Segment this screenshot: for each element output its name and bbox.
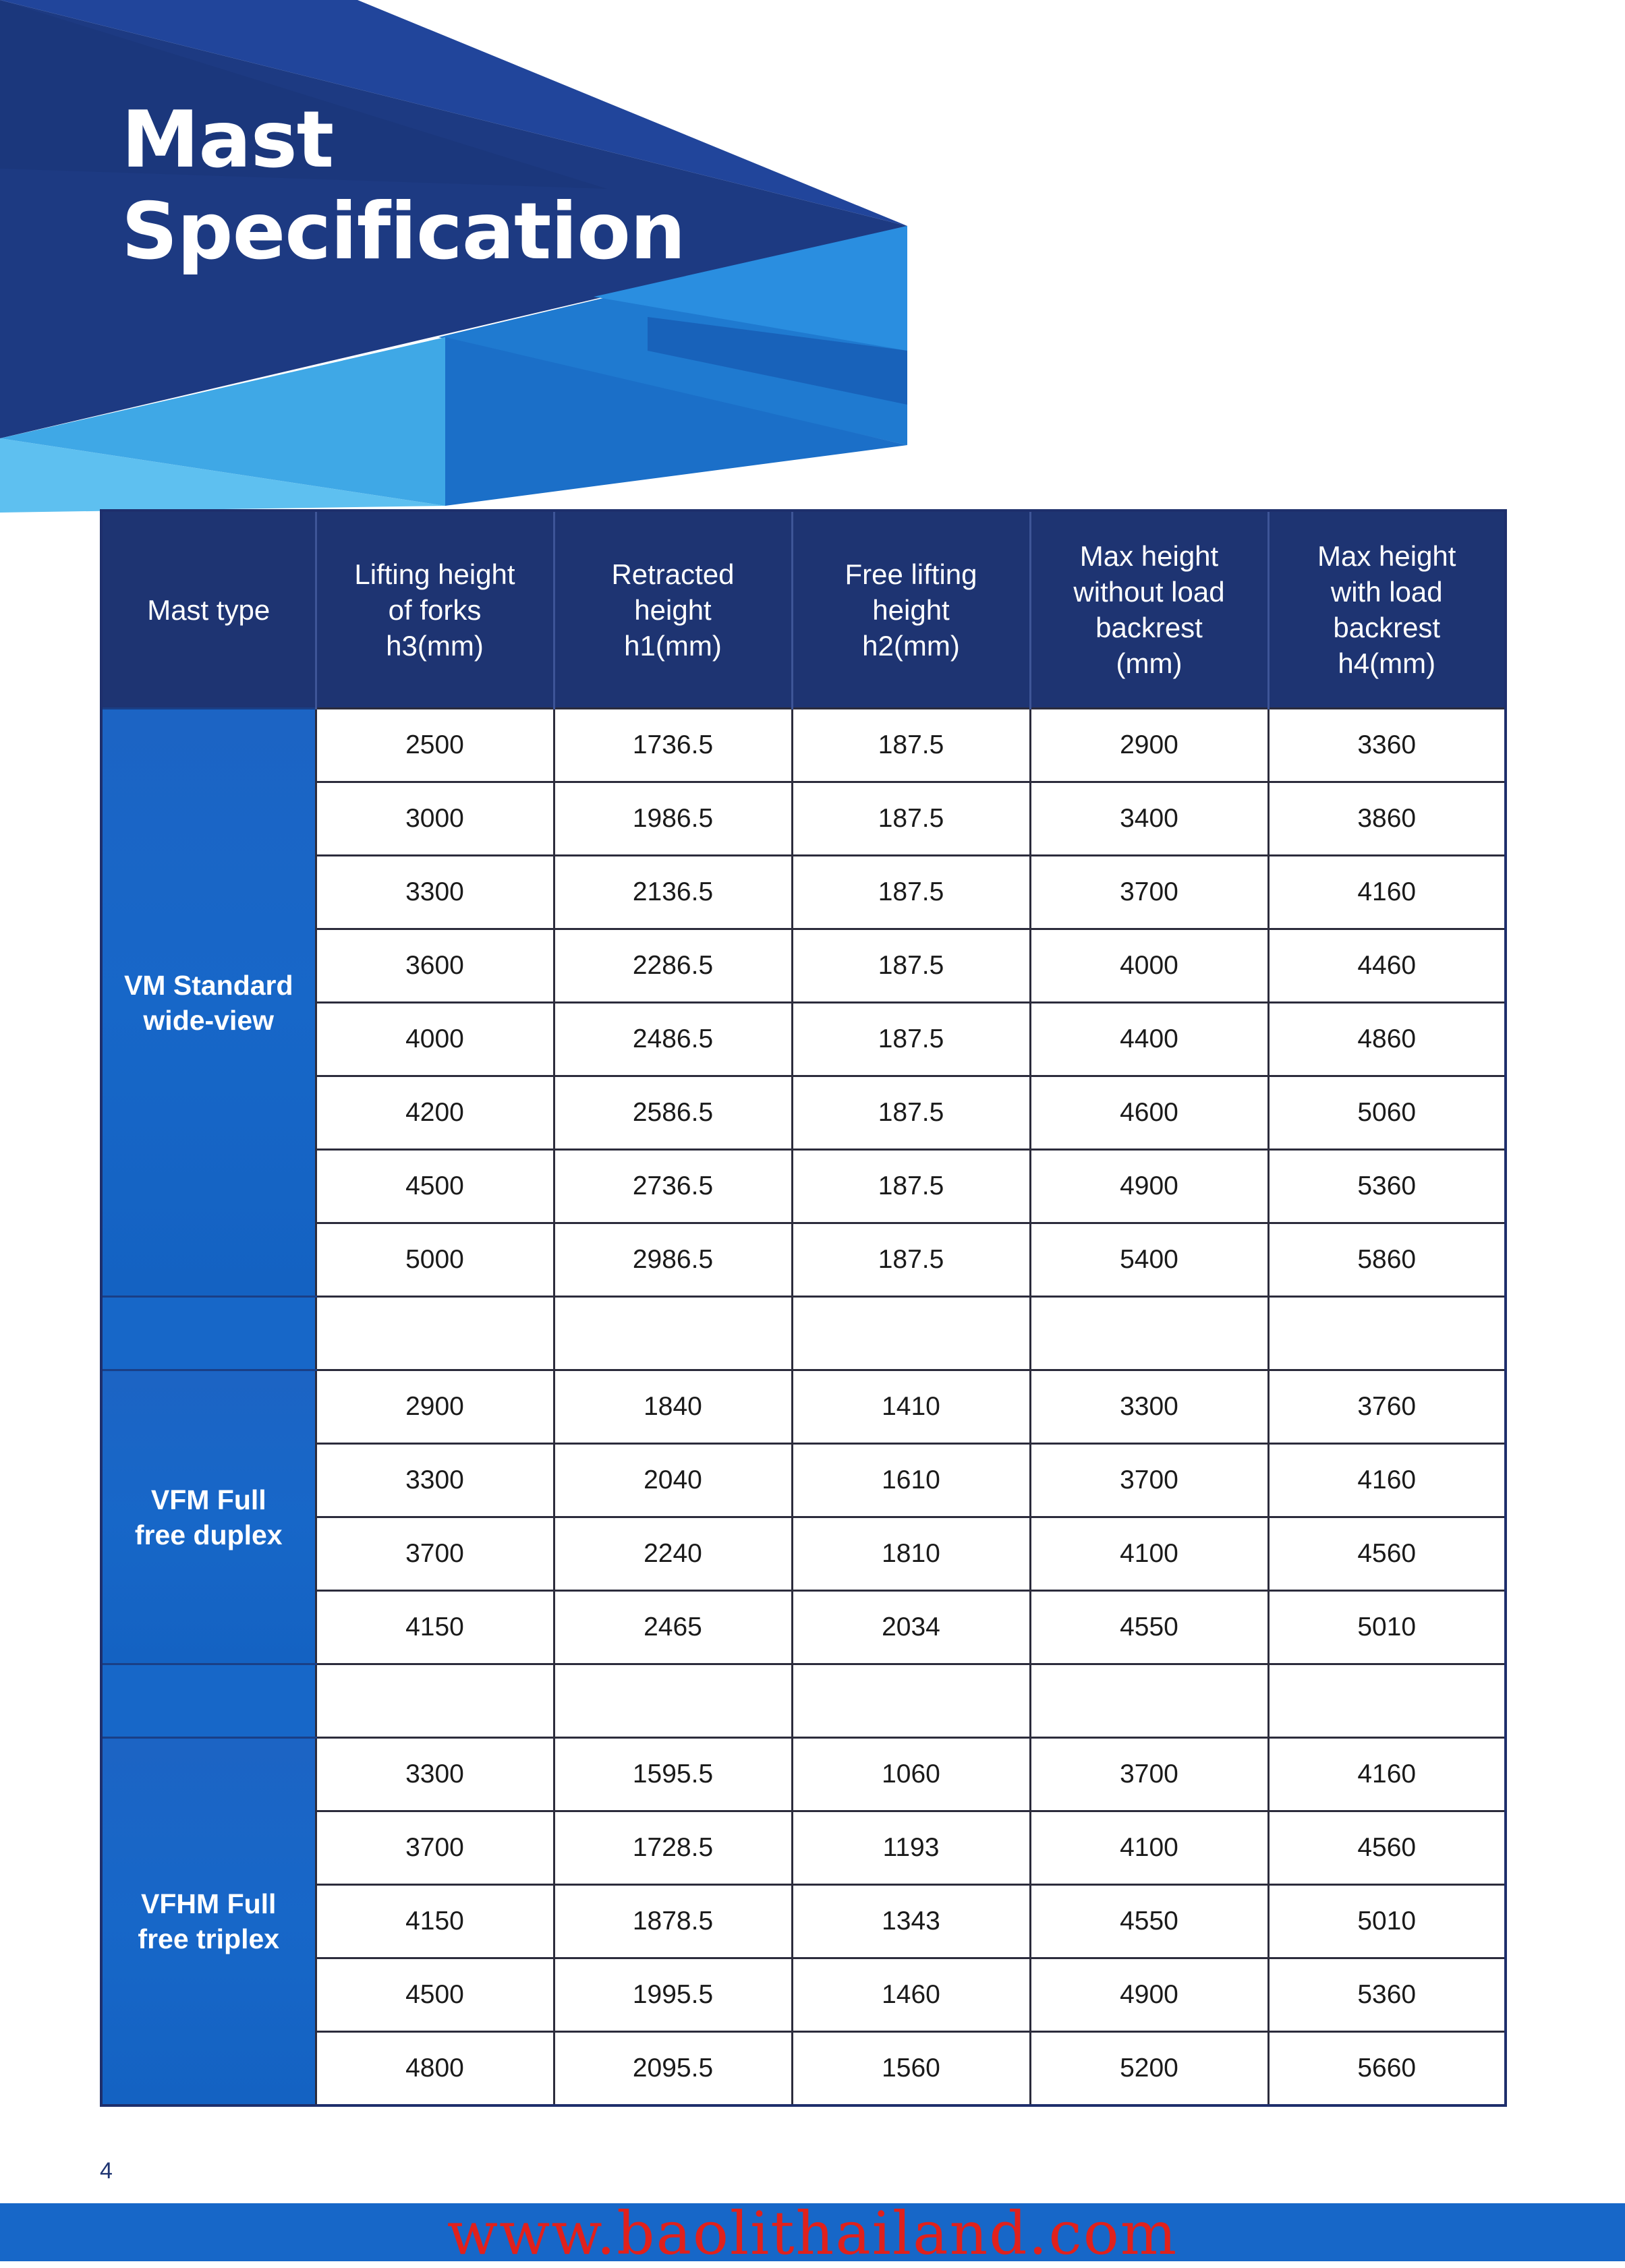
table-cell: 3700 <box>316 1811 554 1885</box>
mast-type-label: VM Standard <box>123 969 293 1001</box>
table-cell: 4400 <box>1030 1003 1268 1076</box>
table-cell: 2586.5 <box>554 1076 792 1150</box>
table-cell: 2736.5 <box>554 1150 792 1223</box>
table-cell: 4500 <box>316 1150 554 1223</box>
table-cell: 3300 <box>316 1738 554 1811</box>
table-cell: 5360 <box>1268 1150 1506 1223</box>
spacer-row <box>101 1664 1506 1738</box>
spacer-cell <box>554 1297 792 1370</box>
table-cell: 3300 <box>1030 1370 1268 1444</box>
table-cell: 4900 <box>1030 1150 1268 1223</box>
table-cell: 3300 <box>316 1444 554 1517</box>
table-cell: 4860 <box>1268 1003 1506 1076</box>
table-cell: 187.5 <box>792 856 1030 929</box>
table-cell: 187.5 <box>792 1150 1030 1223</box>
table-cell: 4200 <box>316 1076 554 1150</box>
table-row <box>101 1370 1506 1444</box>
table-cell: 3700 <box>1030 1738 1268 1811</box>
table-cell: 4100 <box>1030 1517 1268 1591</box>
spacer-cell <box>792 1664 1030 1738</box>
table-cell: 2095.5 <box>554 2032 792 2106</box>
table-cell: 4550 <box>1030 1591 1268 1664</box>
table-cell: 2465 <box>554 1591 792 1664</box>
column-header-lifting-height: Lifting height of forks h3(mm) <box>316 511 554 709</box>
title-line-1: Mast <box>121 94 334 185</box>
table-cell: 187.5 <box>792 782 1030 856</box>
table-cell: 2136.5 <box>554 856 792 929</box>
table-cell: 1810 <box>792 1517 1030 1591</box>
table-cell: 1878.5 <box>554 1885 792 1958</box>
table-cell: 4000 <box>316 1003 554 1076</box>
table-cell: 2900 <box>1030 709 1268 782</box>
table-header-row <box>101 511 1506 709</box>
table-cell: 5360 <box>1268 1958 1506 2032</box>
table-cell: 4160 <box>1268 856 1506 929</box>
spacer-cell <box>1030 1664 1268 1738</box>
mast-type-cell <box>101 1370 316 1664</box>
table-cell: 5000 <box>316 1223 554 1297</box>
table-cell: 5400 <box>1030 1223 1268 1297</box>
table-cell: 4500 <box>316 1958 554 2032</box>
table-body <box>101 709 1506 2106</box>
spacer-cell <box>1268 1297 1506 1370</box>
table-cell: 4560 <box>1268 1811 1506 1885</box>
table-cell: 2900 <box>316 1370 554 1444</box>
table-cell: 2286.5 <box>554 929 792 1003</box>
spacer-cell <box>1030 1297 1268 1370</box>
table-cell: 1193 <box>792 1811 1030 1885</box>
page-title <box>121 94 685 278</box>
table-cell: 1986.5 <box>554 782 792 856</box>
table-cell: 4160 <box>1268 1738 1506 1811</box>
table-cell: 3400 <box>1030 782 1268 856</box>
table-cell: 187.5 <box>792 709 1030 782</box>
table-cell: 4000 <box>1030 929 1268 1003</box>
spacer-group-cell <box>101 1297 316 1370</box>
website-url: www.baolithailand.com <box>447 2199 1178 2268</box>
column-header-max-height-with-backrest: Max height with load backrest h4(mm) <box>1268 511 1506 709</box>
spacer-cell <box>316 1664 554 1738</box>
mast-type-label: VFM Full <box>150 1484 266 1515</box>
table-cell: 5860 <box>1268 1223 1506 1297</box>
table-cell: 1736.5 <box>554 709 792 782</box>
table-cell: 1343 <box>792 1885 1030 1958</box>
table-row <box>101 1738 1506 1811</box>
table-cell: 4800 <box>316 2032 554 2106</box>
table-cell: 3700 <box>1030 856 1268 929</box>
table-row <box>101 709 1506 782</box>
table-cell: 4150 <box>316 1591 554 1664</box>
table-cell: 2486.5 <box>554 1003 792 1076</box>
table-cell: 187.5 <box>792 929 1030 1003</box>
table-cell: 5010 <box>1268 1591 1506 1664</box>
table-cell: 1060 <box>792 1738 1030 1811</box>
table-cell: 1595.5 <box>554 1738 792 1811</box>
table-cell: 4160 <box>1268 1444 1506 1517</box>
table-cell: 4100 <box>1030 1811 1268 1885</box>
table-cell: 5060 <box>1268 1076 1506 1150</box>
table-cell: 1995.5 <box>554 1958 792 2032</box>
table-cell: 1610 <box>792 1444 1030 1517</box>
column-header-max-height-without-backrest: Max height without load backrest (mm) <box>1030 511 1268 709</box>
column-header-free-lifting-height: Free lifting height h2(mm) <box>792 511 1030 709</box>
table-cell: 5200 <box>1030 2032 1268 2106</box>
table-cell: 3300 <box>316 856 554 929</box>
table-cell: 3700 <box>1030 1444 1268 1517</box>
table-cell: 4560 <box>1268 1517 1506 1591</box>
table-cell: 3860 <box>1268 782 1506 856</box>
table-cell: 2034 <box>792 1591 1030 1664</box>
mast-type-label: VFHM Full <box>141 1888 277 1919</box>
table-cell: 3760 <box>1268 1370 1506 1444</box>
table-cell: 4900 <box>1030 1958 1268 2032</box>
table-cell: 2986.5 <box>554 1223 792 1297</box>
spacer-cell <box>1268 1664 1506 1738</box>
table-cell: 187.5 <box>792 1003 1030 1076</box>
table-cell: 2240 <box>554 1517 792 1591</box>
table-cell: 2040 <box>554 1444 792 1517</box>
table-cell: 187.5 <box>792 1223 1030 1297</box>
table-cell: 187.5 <box>792 1076 1030 1150</box>
spacer-group-cell <box>101 1664 316 1738</box>
spacer-cell <box>554 1664 792 1738</box>
mast-type-label: free triplex <box>138 1923 280 1954</box>
table-cell: 1840 <box>554 1370 792 1444</box>
mast-type-label: wide-view <box>143 1004 275 1036</box>
title-line-2: Specification <box>121 186 685 277</box>
column-header-mast-type: Mast type <box>101 511 316 709</box>
table-cell: 4550 <box>1030 1885 1268 1958</box>
table-cell: 3360 <box>1268 709 1506 782</box>
spacer-row <box>101 1297 1506 1370</box>
table-cell: 3700 <box>316 1517 554 1591</box>
table-cell: 3000 <box>316 782 554 856</box>
table-cell: 5660 <box>1268 2032 1506 2106</box>
table-cell: 5010 <box>1268 1885 1506 1958</box>
table-cell: 4150 <box>316 1885 554 1958</box>
table-cell: 4460 <box>1268 929 1506 1003</box>
spacer-cell <box>316 1297 554 1370</box>
table-cell: 1460 <box>792 1958 1030 2032</box>
spacer-cell <box>792 1297 1030 1370</box>
table-cell: 1560 <box>792 2032 1030 2106</box>
table-cell: 2500 <box>316 709 554 782</box>
mast-type-cell <box>101 709 316 1297</box>
mast-spec-table <box>100 509 1507 2107</box>
table-cell: 3600 <box>316 929 554 1003</box>
table-cell: 1410 <box>792 1370 1030 1444</box>
column-header-retracted-height: Retracted height h1(mm) <box>554 511 792 709</box>
table-cell: 1728.5 <box>554 1811 792 1885</box>
mast-type-cell <box>101 1738 316 2106</box>
page-number: 4 <box>100 2158 113 2184</box>
table-cell: 4600 <box>1030 1076 1268 1150</box>
mast-type-label: free duplex <box>134 1519 283 1550</box>
